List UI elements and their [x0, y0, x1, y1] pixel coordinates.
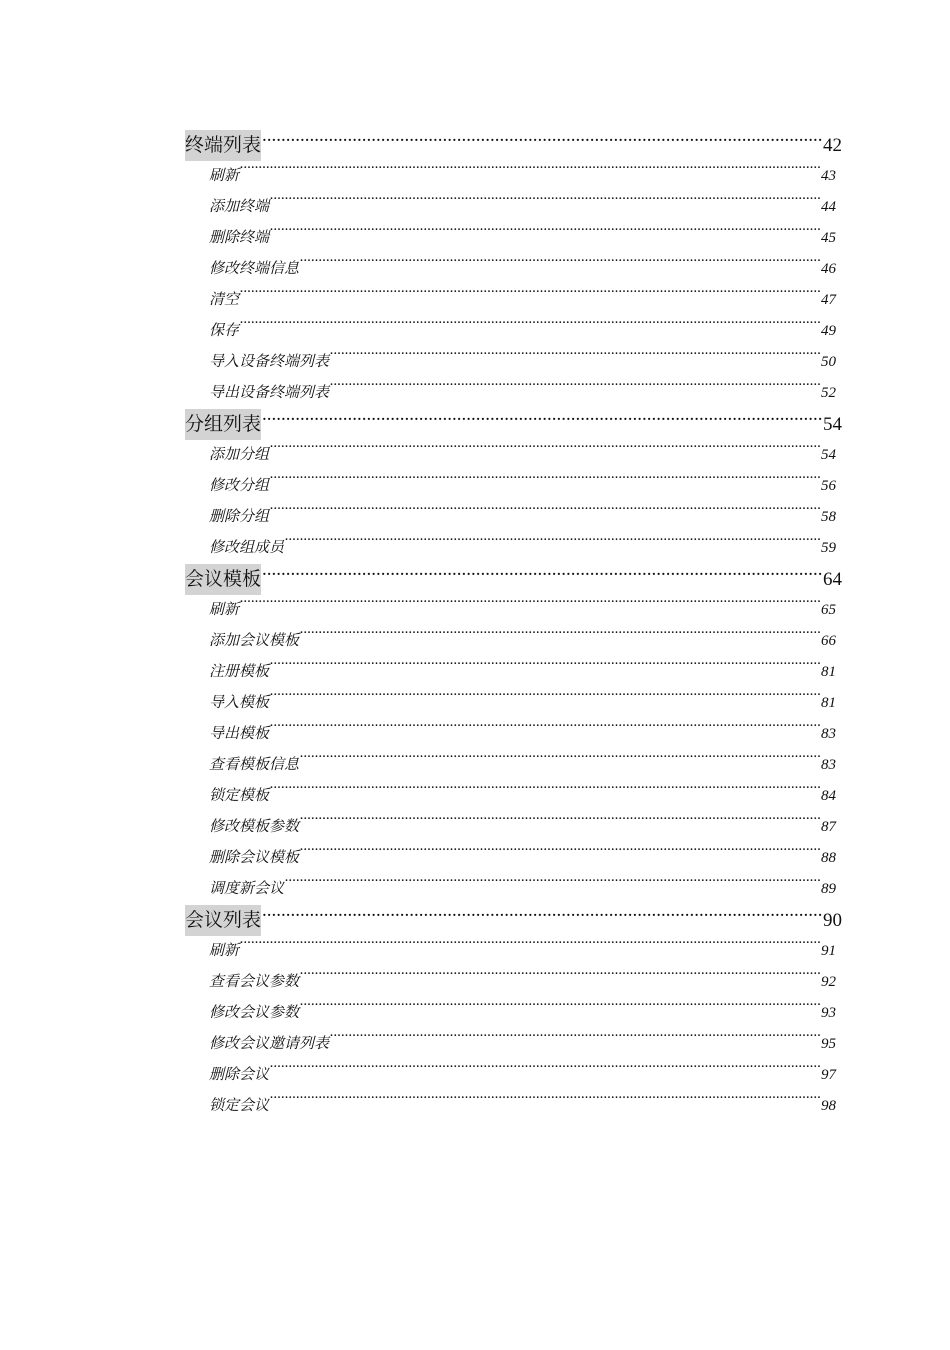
- toc-dot-leader: [270, 1095, 820, 1110]
- toc-item-entry[interactable]: [185, 843, 842, 874]
- toc-dot-leader: [270, 692, 820, 707]
- toc-item-title: 添加分组: [209, 447, 270, 463]
- toc-section-entry[interactable]: [185, 130, 842, 161]
- toc-dot-leader: [330, 1033, 820, 1048]
- toc-item-entry[interactable]: [185, 750, 842, 781]
- toc-dot-leader: [270, 785, 820, 800]
- toc-dot-leader: [300, 754, 820, 769]
- toc-dot-leader: [330, 351, 820, 366]
- toc-section-title: 会议列表: [185, 905, 261, 936]
- toc-item-title: 导出模板: [209, 726, 270, 742]
- toc-item-page-number: 59: [821, 540, 836, 556]
- toc-item-entry[interactable]: [185, 254, 842, 285]
- toc-dot-leader: [240, 165, 820, 180]
- toc-item-title: 导入设备终端列表: [209, 354, 330, 370]
- toc-section-page-number: 42: [823, 135, 842, 156]
- toc-item-title: 刷新: [209, 943, 240, 959]
- toc-item-entry[interactable]: [185, 998, 842, 1029]
- toc-item-entry[interactable]: [185, 719, 842, 750]
- toc-item-page-number: 89: [821, 881, 836, 897]
- toc-dot-leader: [270, 723, 820, 738]
- toc-item-page-number: 50: [821, 354, 836, 370]
- toc-item-page-number: 52: [821, 385, 836, 401]
- toc-item-title: 注册模板: [209, 664, 270, 680]
- toc-item-page-number: 93: [821, 1005, 836, 1021]
- toc-item-page-number: 88: [821, 850, 836, 866]
- toc-item-page-number: 95: [821, 1036, 836, 1052]
- toc-item-title: 添加终端: [209, 199, 270, 215]
- toc-item-page-number: 56: [821, 478, 836, 494]
- toc-dot-leader: [270, 475, 820, 490]
- toc-dot-leader: [270, 506, 820, 521]
- table-of-contents: [185, 130, 842, 1122]
- toc-item-title: 删除会议模板: [209, 850, 300, 866]
- toc-dot-leader: [240, 289, 820, 304]
- toc-dot-leader: [262, 411, 822, 430]
- toc-section-page-number: 90: [823, 910, 842, 931]
- toc-item-page-number: 87: [821, 819, 836, 835]
- toc-item-title: 刷新: [209, 168, 240, 184]
- toc-item-title: 添加会议模板: [209, 633, 300, 649]
- toc-item-title: 删除分组: [209, 509, 270, 525]
- toc-item-title: 修改组成员: [209, 540, 285, 556]
- toc-dot-leader: [300, 971, 820, 986]
- toc-item-entry[interactable]: [185, 223, 842, 254]
- toc-item-page-number: 43: [821, 168, 836, 184]
- toc-dot-leader: [240, 940, 820, 955]
- toc-item-entry[interactable]: [185, 1091, 842, 1122]
- toc-item-entry[interactable]: [185, 533, 842, 564]
- toc-item-entry[interactable]: [185, 285, 842, 316]
- toc-dot-leader: [262, 566, 822, 585]
- toc-dot-leader: [270, 1064, 820, 1079]
- toc-item-page-number: 54: [821, 447, 836, 463]
- toc-item-entry[interactable]: [185, 626, 842, 657]
- toc-item-title: 修改会议邀请列表: [209, 1036, 330, 1052]
- toc-item-page-number: 91: [821, 943, 836, 959]
- toc-item-entry[interactable]: [185, 347, 842, 378]
- toc-item-page-number: 58: [821, 509, 836, 525]
- toc-section-entry[interactable]: [185, 905, 842, 936]
- toc-section-title: 终端列表: [185, 130, 261, 161]
- toc-dot-leader: [262, 132, 822, 151]
- toc-item-title: 调度新会议: [209, 881, 285, 897]
- toc-item-page-number: 65: [821, 602, 836, 618]
- toc-item-title: 锁定会议: [209, 1098, 270, 1114]
- toc-item-entry[interactable]: [185, 316, 842, 347]
- toc-item-entry[interactable]: [185, 781, 842, 812]
- toc-item-title: 查看模板信息: [209, 757, 300, 773]
- toc-item-page-number: 83: [821, 726, 836, 742]
- toc-item-entry[interactable]: [185, 688, 842, 719]
- toc-item-entry[interactable]: [185, 440, 842, 471]
- toc-item-page-number: 92: [821, 974, 836, 990]
- toc-dot-leader: [240, 320, 820, 335]
- toc-item-entry[interactable]: [185, 936, 842, 967]
- toc-item-entry[interactable]: [185, 1029, 842, 1060]
- toc-section-title: 分组列表: [185, 409, 261, 440]
- toc-item-entry[interactable]: [185, 812, 842, 843]
- toc-dot-leader: [270, 661, 820, 676]
- toc-dot-leader: [330, 382, 820, 397]
- toc-item-title: 修改模板参数: [209, 819, 300, 835]
- toc-item-page-number: 84: [821, 788, 836, 804]
- toc-item-title: 保存: [209, 323, 240, 339]
- toc-item-page-number: 49: [821, 323, 836, 339]
- toc-section-page-number: 64: [823, 569, 842, 590]
- toc-item-entry[interactable]: [185, 161, 842, 192]
- toc-item-title: 修改终端信息: [209, 261, 300, 277]
- toc-item-title: 查看会议参数: [209, 974, 300, 990]
- toc-dot-leader: [262, 907, 822, 926]
- toc-item-title: 刷新: [209, 602, 240, 618]
- toc-item-page-number: 46: [821, 261, 836, 277]
- toc-item-page-number: 81: [821, 695, 836, 711]
- toc-item-entry[interactable]: [185, 657, 842, 688]
- toc-item-page-number: 81: [821, 664, 836, 680]
- toc-item-page-number: 44: [821, 199, 836, 215]
- toc-section-title: 会议模板: [185, 564, 261, 595]
- toc-dot-leader: [270, 227, 820, 242]
- toc-item-title: 导入模板: [209, 695, 270, 711]
- toc-dot-leader: [285, 878, 820, 893]
- toc-item-title: 删除会议: [209, 1067, 270, 1083]
- toc-item-page-number: 45: [821, 230, 836, 246]
- toc-item-title: 锁定模板: [209, 788, 270, 804]
- toc-item-entry[interactable]: [185, 378, 842, 409]
- toc-item-entry[interactable]: [185, 1060, 842, 1091]
- toc-section-page-number: 54: [823, 414, 842, 435]
- toc-item-entry[interactable]: [185, 502, 842, 533]
- toc-item-entry[interactable]: [185, 471, 842, 502]
- toc-dot-leader: [240, 599, 820, 614]
- toc-dot-leader: [270, 444, 820, 459]
- toc-item-title: 导出设备终端列表: [209, 385, 330, 401]
- toc-item-page-number: 98: [821, 1098, 836, 1114]
- toc-item-entry[interactable]: [185, 595, 842, 626]
- toc-item-entry[interactable]: [185, 874, 842, 905]
- toc-item-title: 清空: [209, 292, 240, 308]
- toc-item-page-number: 66: [821, 633, 836, 649]
- toc-item-title: 修改会议参数: [209, 1005, 300, 1021]
- toc-item-page-number: 97: [821, 1067, 836, 1083]
- toc-item-entry[interactable]: [185, 192, 842, 223]
- toc-dot-leader: [300, 847, 820, 862]
- toc-item-entry[interactable]: [185, 967, 842, 998]
- toc-item-page-number: 47: [821, 292, 836, 308]
- toc-dot-leader: [300, 630, 820, 645]
- toc-section-entry[interactable]: [185, 564, 842, 595]
- toc-item-page-number: 83: [821, 757, 836, 773]
- toc-dot-leader: [300, 258, 820, 273]
- toc-item-title: 删除终端: [209, 230, 270, 246]
- toc-section-entry[interactable]: [185, 409, 842, 440]
- toc-dot-leader: [285, 537, 820, 552]
- toc-item-title: 修改分组: [209, 478, 270, 494]
- toc-dot-leader: [270, 196, 820, 211]
- toc-dot-leader: [300, 1002, 820, 1017]
- toc-dot-leader: [300, 816, 820, 831]
